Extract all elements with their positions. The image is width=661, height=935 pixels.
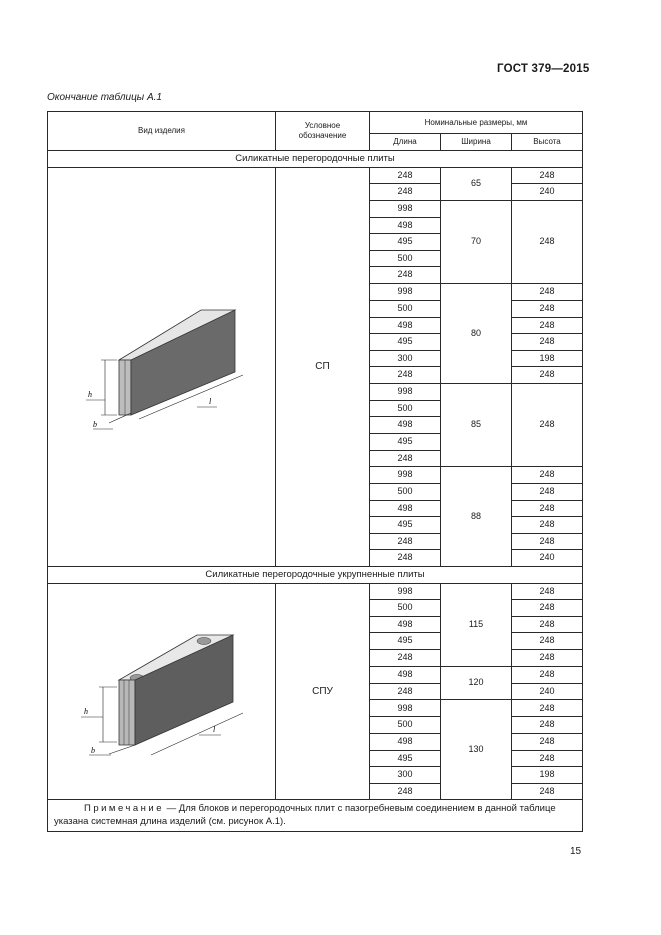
width-cell: 85 <box>441 383 512 466</box>
width-cell: 80 <box>441 284 512 384</box>
length-cell: 248 <box>370 450 441 467</box>
length-cell: 500 <box>370 600 441 617</box>
height-cell: 248 <box>512 284 583 301</box>
height-cell: 198 <box>512 767 583 784</box>
width-cell: 120 <box>441 666 512 700</box>
length-cell: 498 <box>370 500 441 517</box>
length-cell: 248 <box>370 367 441 384</box>
height-cell: 248 <box>512 484 583 501</box>
length-cell: 498 <box>370 417 441 434</box>
dim-l-label: l <box>208 396 211 406</box>
height-cell: 248 <box>512 649 583 666</box>
height-cell: 248 <box>512 783 583 800</box>
product-drawing-cell <box>48 583 276 800</box>
width-cell: 65 <box>441 167 512 200</box>
length-cell: 495 <box>370 633 441 650</box>
length-cell: 495 <box>370 517 441 534</box>
designation-cell: СП <box>276 167 370 566</box>
height-cell: 248 <box>512 633 583 650</box>
length-cell: 500 <box>370 300 441 317</box>
length-cell: 500 <box>370 717 441 734</box>
table-row <box>48 167 583 184</box>
height-cell: 248 <box>512 734 583 751</box>
height-cell: 240 <box>512 184 583 201</box>
header-product: Вид изделия <box>48 112 276 151</box>
header-nominal-sizes: Номинальные размеры, мм <box>370 112 583 134</box>
length-cell: 998 <box>370 383 441 400</box>
length-cell: 500 <box>370 250 441 267</box>
dim-h-label: h <box>83 706 88 716</box>
header-length: Длина <box>370 134 441 151</box>
length-cell: 248 <box>370 649 441 666</box>
length-cell: 248 <box>370 683 441 700</box>
section-title: Силикатные перегородочные укрупненные плиты <box>48 566 583 583</box>
length-cell: 998 <box>370 284 441 301</box>
length-cell: 998 <box>370 583 441 600</box>
height-cell: 248 <box>512 500 583 517</box>
height-cell: 248 <box>512 717 583 734</box>
length-cell: 248 <box>370 267 441 284</box>
height-cell: 198 <box>512 350 583 367</box>
dim-l-label: l <box>212 724 215 734</box>
width-cell: 130 <box>441 700 512 800</box>
header-height: Высота <box>512 134 583 151</box>
table-row <box>48 583 583 600</box>
table-note <box>48 800 583 832</box>
length-cell: 998 <box>370 200 441 217</box>
partition-plate-drawing <box>86 310 243 429</box>
dimensions-table <box>47 111 583 832</box>
length-cell: 500 <box>370 484 441 501</box>
note-label: Примечание <box>84 803 164 815</box>
height-cell: 248 <box>512 367 583 384</box>
height-cell: 248 <box>512 200 583 283</box>
length-cell: 300 <box>370 767 441 784</box>
designation-cell: СПУ <box>276 583 370 800</box>
height-cell: 248 <box>512 334 583 351</box>
width-cell: 115 <box>441 583 512 666</box>
height-cell: 248 <box>512 583 583 600</box>
height-cell: 248 <box>512 317 583 334</box>
height-cell: 248 <box>512 300 583 317</box>
length-cell: 248 <box>370 533 441 550</box>
dim-h-label: h <box>87 389 92 399</box>
length-cell: 498 <box>370 217 441 234</box>
length-cell: 498 <box>370 317 441 334</box>
table-caption: Окончание таблицы А.1 <box>47 92 162 103</box>
height-cell: 248 <box>512 700 583 717</box>
width-cell: 70 <box>441 200 512 283</box>
length-cell: 495 <box>370 433 441 450</box>
length-cell: 498 <box>370 616 441 633</box>
enlarged-partition-plate-drawing <box>81 635 243 755</box>
dim-b-label: b <box>90 745 95 755</box>
length-cell: 495 <box>370 234 441 251</box>
length-cell: 300 <box>370 350 441 367</box>
height-cell: 248 <box>512 167 583 184</box>
length-cell: 998 <box>370 700 441 717</box>
length-cell: 998 <box>370 467 441 484</box>
height-cell: 248 <box>512 467 583 484</box>
length-cell: 498 <box>370 734 441 751</box>
length-cell: 495 <box>370 334 441 351</box>
width-cell: 88 <box>441 467 512 567</box>
length-cell: 500 <box>370 400 441 417</box>
length-cell: 498 <box>370 666 441 683</box>
header-designation: Условное обозначение <box>276 112 370 151</box>
height-cell: 248 <box>512 533 583 550</box>
height-cell: 248 <box>512 600 583 617</box>
height-cell: 240 <box>512 550 583 567</box>
page-number: 15 <box>570 846 582 857</box>
height-cell: 248 <box>512 616 583 633</box>
height-cell: 248 <box>512 666 583 683</box>
length-cell: 248 <box>370 167 441 184</box>
standard-number: ГОСТ 379—2015 <box>497 63 590 75</box>
note-text: — Для блоков и перегородочных плит с пазогребневым соединением в данной таблице указана системная длина изделий (см. рисунок А.1). <box>54 803 556 828</box>
height-cell: 248 <box>512 750 583 767</box>
length-cell: 248 <box>370 783 441 800</box>
header-width: Ширина <box>441 134 512 151</box>
length-cell: 495 <box>370 750 441 767</box>
dim-b-label: b <box>92 419 97 429</box>
height-cell: 248 <box>512 517 583 534</box>
height-cell: 248 <box>512 383 583 466</box>
length-cell: 248 <box>370 550 441 567</box>
height-cell: 240 <box>512 683 583 700</box>
product-drawing-cell <box>48 167 276 566</box>
length-cell: 248 <box>370 184 441 201</box>
section-title: Силикатные перегородочные плиты <box>48 151 583 168</box>
